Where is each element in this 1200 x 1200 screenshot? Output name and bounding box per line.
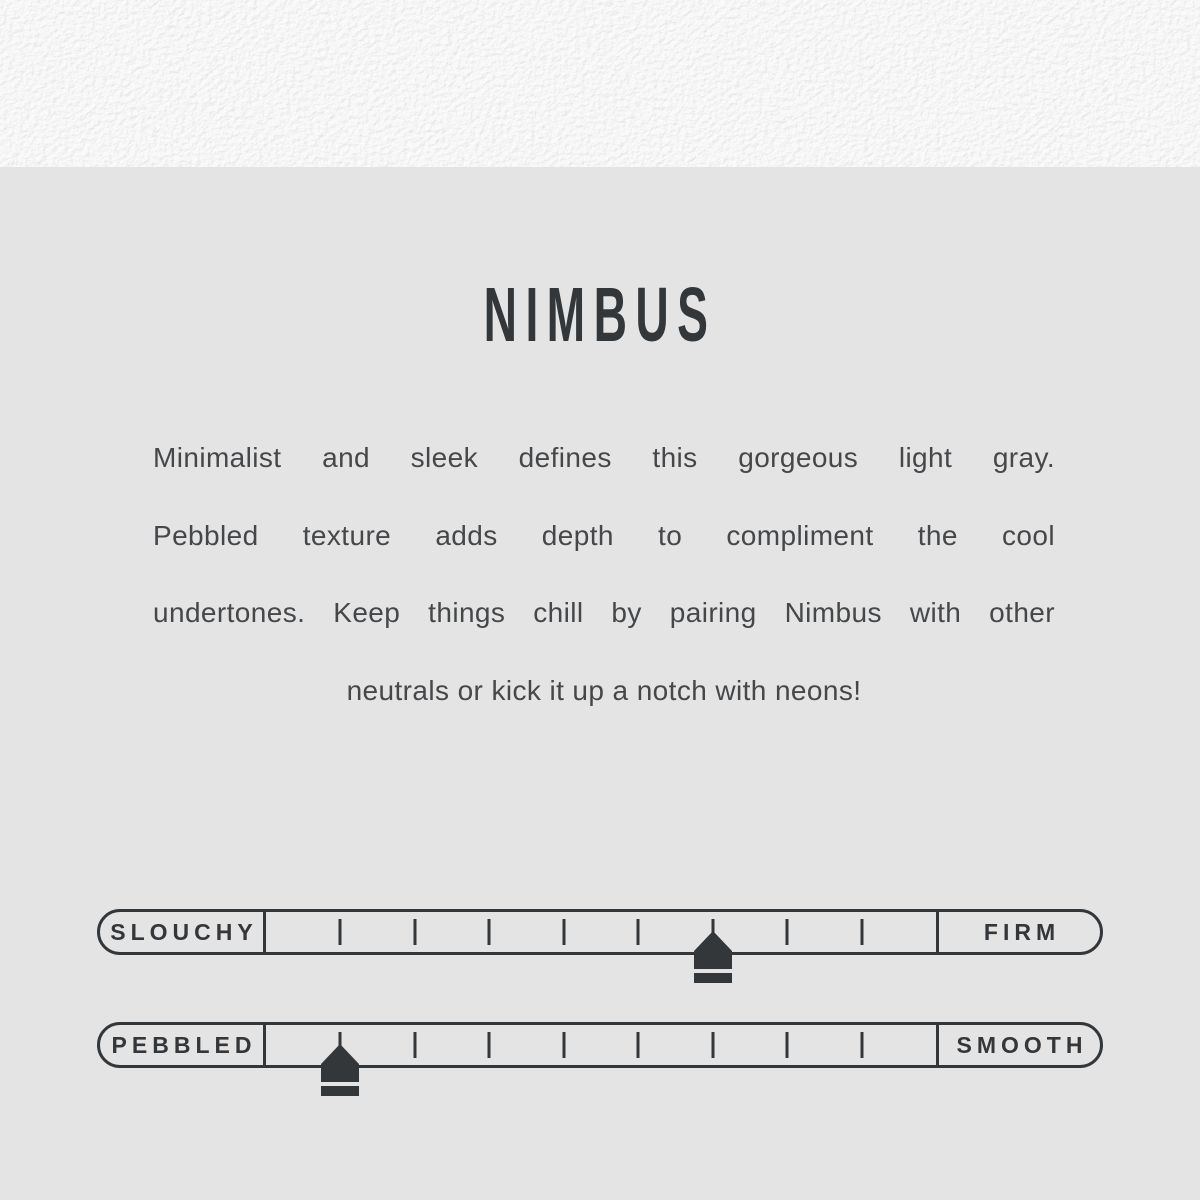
slider-right-cap [936,912,1100,952]
scale-tick [711,1032,714,1058]
slouchy-firm-slider [97,909,1103,955]
description-line: Pebbled texture adds depth to compliment the cool [153,519,1055,551]
scale-tick [637,919,640,945]
slider-left-label: PEBBLED [111,1031,257,1058]
scale-tick [786,1032,789,1058]
marker-pin-bar [694,973,732,983]
leather-texture-svg [0,0,1200,167]
marker-pin-body [321,1064,359,1082]
leather-texture-image [0,0,1200,167]
marker-pin-bar [321,1086,359,1096]
slider-scale [266,912,936,952]
pebbled-smooth-slider [97,1022,1103,1068]
marker-pin-point-icon [694,931,732,951]
scale-tick [562,919,565,945]
description [153,419,1055,730]
scale-tick [339,919,342,945]
marker-pin-body [694,951,732,969]
scale-tick [637,1032,640,1058]
slider-left-cap [100,912,266,952]
slider-scale [266,1025,936,1065]
page-title: NIMBUS [483,272,717,358]
slider-right-label: FIRM [983,918,1061,945]
slider-left-label: SLOUCHY [110,918,258,945]
slider-track [97,1022,1103,1068]
scale-tick [860,919,863,945]
slider-marker[interactable] [694,931,732,983]
scale-tick [562,1032,565,1058]
slider-right-cap [936,1025,1100,1065]
scale-tick [413,1032,416,1058]
slider-left-cap [100,1025,266,1065]
scale-tick [488,919,491,945]
slider-track [97,909,1103,955]
scale-tick [786,919,789,945]
description-line: neutrals or kick it up a notch with neons! [346,675,862,707]
description-line: Minimalist and sleek defines this gorgeous light gray. [153,442,1055,473]
scale-tick [860,1032,863,1058]
scale-tick [488,1032,491,1058]
slider-right-label: SMOOTH [956,1031,1088,1058]
description-line: undertones. Keep things chill by pairing Nimbus with other [153,597,1055,629]
slider-marker[interactable] [321,1044,359,1096]
marker-pin-point-icon [321,1044,359,1064]
scale-tick [413,919,416,945]
